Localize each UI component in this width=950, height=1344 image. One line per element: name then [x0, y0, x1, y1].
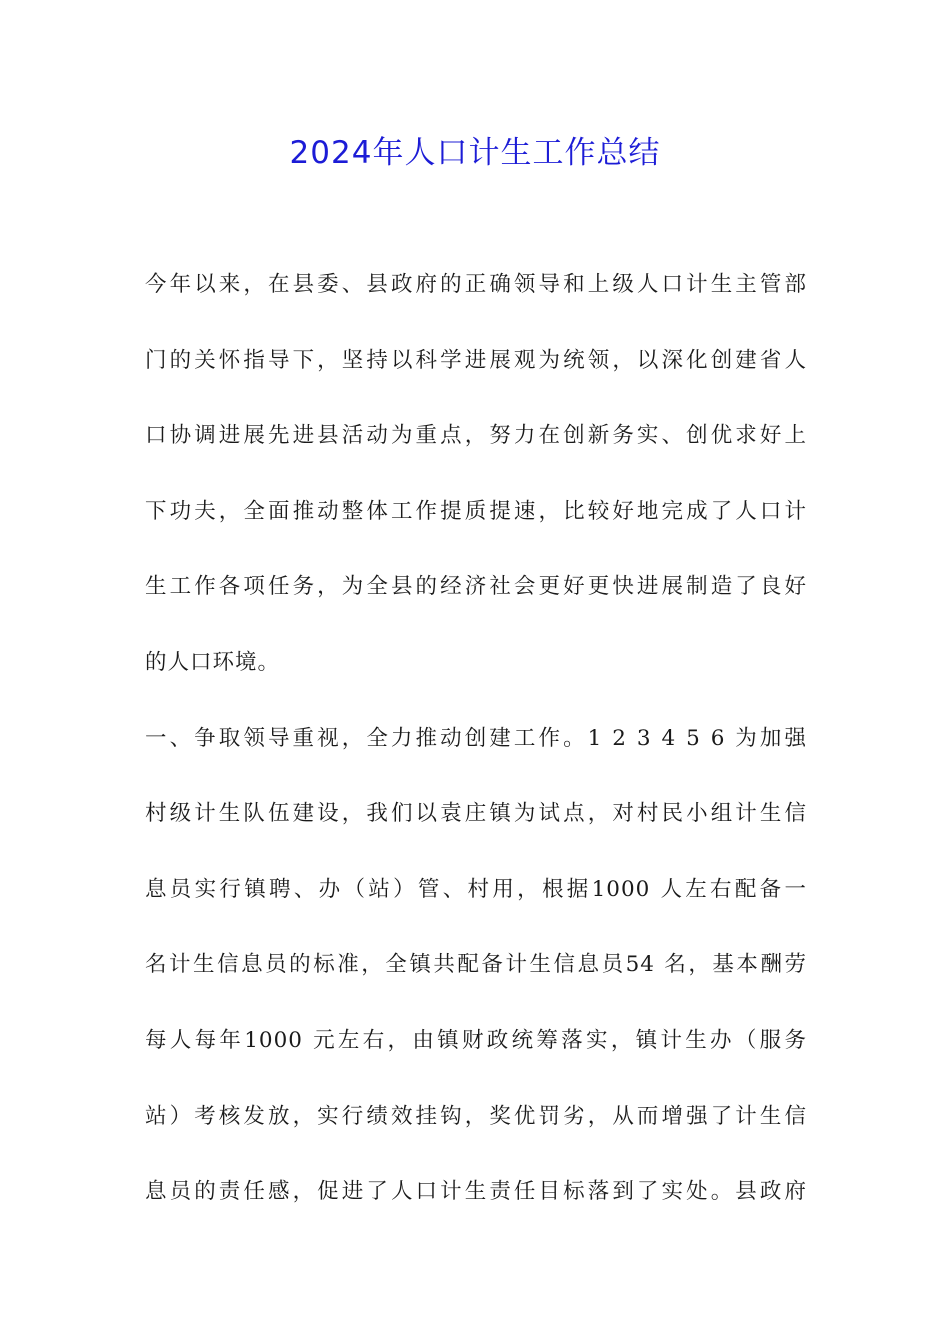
- body-line: 生工作各项任务，为全县的经济社会更好更快进展制造了良好: [145, 574, 807, 600]
- body-line: 名计生信息员的标准，全镇共配备计生信息员54 名，基本酬劳: [145, 952, 807, 978]
- body-line: 的人口环境。: [145, 649, 281, 675]
- body-line: 站）考核发放，实行绩效挂钩，奖优罚劣，从而增强了计生信: [145, 1103, 807, 1129]
- document-title: 2024年人口计生工作总结: [289, 135, 661, 171]
- body-line: 口协调进展先进县活动为重点，努力在创新务实、创优求好上: [145, 423, 807, 449]
- body-line: 息员的责任感，促进了人口计生责任目标落到了实处。县政府: [145, 1179, 807, 1205]
- body-line: 一、争取领导重视，全力推动创建工作。1 2 3 4 5 6 为加强: [145, 725, 807, 751]
- body-line: 下功夫，全面推动整体工作提质提速，比较好地完成了人口计: [145, 498, 807, 524]
- body-line: 息员实行镇聘、办（站）管、村用，根据1000 人左右配备一: [145, 876, 807, 902]
- body-line: 每人每年1000 元左右，由镇财政统筹落实，镇计生办（服务: [145, 1027, 807, 1053]
- body-line: 门的关怀指导下，坚持以科学进展观为统领，以深化创建省人: [145, 347, 807, 373]
- body-line: 村级计生队伍建设，我们以袁庄镇为试点，对村民小组计生信: [145, 801, 807, 827]
- body-line: 今年以来，在县委、县政府的正确领导和上级人口计生主管部: [145, 272, 807, 297]
- document-body: [145, 259, 807, 1242]
